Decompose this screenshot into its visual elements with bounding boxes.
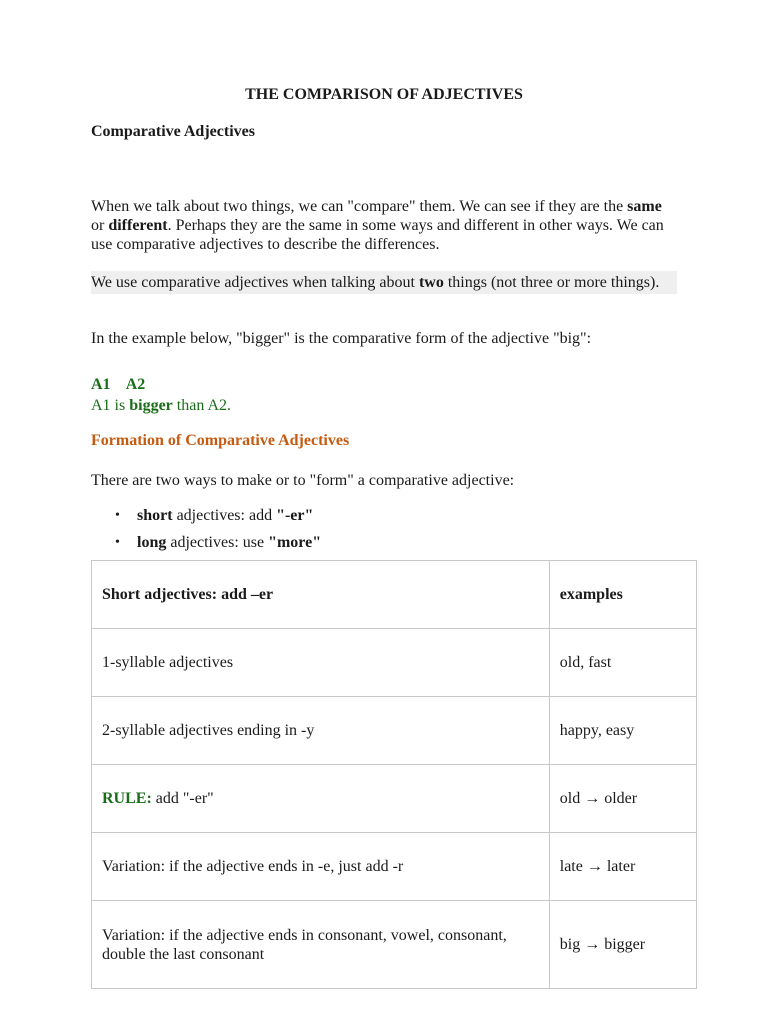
highlight-paragraph	[91, 271, 677, 294]
example-sentence	[91, 397, 231, 415]
table-cell: 1-syllable adjectives	[92, 629, 550, 697]
table-row	[92, 629, 697, 697]
highlight-text-2: things (not three or more things).	[443, 274, 660, 291]
table-row	[92, 697, 697, 765]
intro-text-3: . Perhaps they are the same in some ways and different in other ways. We can use comparative adjectives to describe the differences.	[91, 217, 664, 253]
table-cell: Variation: if the adjective ends in consonant, vowel, consonant, double the last consonant	[92, 901, 550, 989]
table-row	[92, 901, 697, 989]
bullet-bold: short	[137, 507, 173, 524]
table-cell: old → older	[549, 765, 696, 833]
intro-bold-different: different	[108, 217, 168, 234]
bullet-text: adjectives: use	[166, 534, 269, 551]
formation-bullet-list	[111, 506, 321, 560]
table-header-row	[92, 561, 697, 629]
table-cell	[92, 765, 550, 833]
table-cell: late → later	[549, 833, 696, 901]
intro-bold-same: same	[627, 198, 662, 215]
table-cell: Variation: if the adjective ends in -e, just add -r	[92, 833, 550, 901]
example-sentence-bold: bigger	[129, 397, 173, 414]
label-a2: A2	[125, 376, 146, 393]
table-header-cell: examples	[549, 561, 696, 629]
bullet-item-short	[111, 506, 321, 533]
intro-text-2: or	[91, 217, 109, 234]
example-sentence-start: A1 is	[91, 397, 130, 414]
bullet-bold-suffix: "more"	[268, 534, 322, 551]
bullet-bold: long	[137, 534, 167, 551]
table-cell: old, fast	[549, 629, 696, 697]
rule-text: add "-er"	[151, 790, 214, 807]
example-sentence-end: than A2.	[172, 397, 231, 414]
table-row	[92, 833, 697, 901]
example-intro: In the example below, "bigger" is the comparative form of the adjective "big":	[91, 330, 592, 347]
bullet-item-long	[111, 533, 321, 560]
formation-intro: There are two ways to make or to "form" a comparative adjective:	[91, 472, 515, 489]
page-title: THE COMPARISON OF ADJECTIVES	[245, 86, 523, 103]
example-labels	[91, 376, 157, 394]
table-header-cell: Short adjectives: add –er	[92, 561, 550, 629]
bullet-icon: •	[115, 508, 120, 523]
formation-heading: Formation of Comparative Adjectives	[91, 432, 350, 449]
table-cell: big → bigger	[549, 901, 696, 989]
rule-label: RULE:	[102, 790, 152, 807]
bullet-text: adjectives: add	[172, 507, 277, 524]
table-row	[92, 765, 697, 833]
bullet-bold-suffix: "-er"	[276, 507, 314, 524]
intro-paragraph	[91, 197, 677, 254]
section-subtitle: Comparative Adjectives	[91, 123, 255, 140]
table-cell: happy, easy	[549, 697, 696, 765]
bullet-icon: •	[115, 535, 120, 550]
highlight-bold-two: two	[418, 274, 444, 291]
comparative-table	[91, 560, 697, 989]
table-cell: 2-syllable adjectives ending in -y	[92, 697, 550, 765]
label-a1: A1	[91, 376, 111, 393]
highlight-text-1: We use comparative adjectives when talking about	[91, 274, 419, 291]
intro-text-1: When we talk about two things, we can "compare" them. We can see if they are the	[91, 198, 628, 215]
